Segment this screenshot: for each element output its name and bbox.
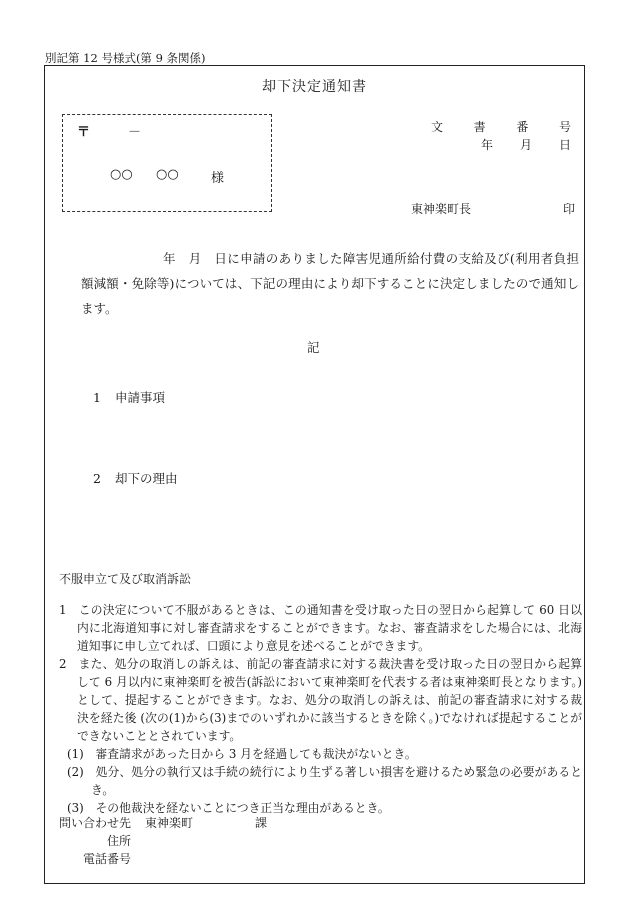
recipient-given-name: ○○ bbox=[156, 167, 179, 182]
docno-char: 番 bbox=[516, 120, 529, 134]
postal-mark-icon: 〒 bbox=[77, 125, 91, 140]
notice-body: 年 月 日に申請のありました障害児通所給付費の支給及び(利用者負担額減額・免除等)については、下記の理由により却下することに決定しましたので通知します。 bbox=[81, 251, 579, 316]
seal-mark: 印 bbox=[563, 202, 576, 216]
item-label: 申請事項 bbox=[114, 390, 165, 405]
recipient-surname: ○○ bbox=[110, 167, 133, 182]
date-year: 年 bbox=[481, 138, 494, 152]
item-label: 却下の理由 bbox=[114, 471, 178, 486]
date-day: 日 bbox=[558, 138, 571, 152]
appeal-paragraph: 2 また、処分の取消しの訴えは、前記の審査請求に対する裁決書を受け取った日の翌日から起算して 6 月以内に東神楽町を被告(訴訟において東神楽町を代表する者は東神楽町長となります。)として、提起することができます。なお、処分の取消しの訴えは、前記の審査請求に対する裁決を経た後 (次の(1)から(3)までのいずれかに該当するときを除く。)でなければ提起することができないこととされています。 bbox=[59, 657, 582, 743]
appeal-section bbox=[59, 601, 582, 817]
contact-town: 東神楽町 bbox=[145, 816, 194, 830]
item-number: 2 bbox=[93, 471, 101, 486]
contact-block bbox=[59, 814, 267, 868]
ki-heading: 記 bbox=[307, 340, 320, 355]
date-month: 月 bbox=[519, 138, 532, 152]
document-number-label bbox=[431, 118, 571, 135]
item-application bbox=[93, 388, 165, 406]
appeal-sub-item: (2) 処分、処分の執行又は手続の続行により生ずる著しい損害を避けるため緊急の必要があるとき。 bbox=[67, 765, 582, 797]
item-number: 1 bbox=[93, 390, 101, 405]
notice-frame bbox=[44, 65, 585, 884]
issue-date bbox=[481, 136, 571, 153]
contact-label: 問い合わせ先 bbox=[59, 816, 132, 830]
appeal-title: 不服申立て及び取消訴訟 bbox=[59, 572, 192, 586]
docno-char: 文 bbox=[431, 120, 444, 134]
document-title: 却下決定通知書 bbox=[262, 79, 367, 95]
docno-char: 書 bbox=[473, 120, 486, 134]
address-box bbox=[62, 114, 272, 212]
issuer-name: 東神楽町長 bbox=[411, 202, 472, 216]
postal-dash: － bbox=[128, 125, 142, 140]
appeal-paragraph: 1 この決定について不服があるときは、この通知書を受け取った日の翌日から起算して 60 日以内に北海道知事に対し審査請求をすることができます。なお、審査請求をした場合には、北海道知事に申し立てれば、口頭により意見を述べることができます。 bbox=[59, 603, 582, 653]
honorific: 様 bbox=[211, 171, 225, 186]
appeal-sub-item: (1) 審査請求があった日から 3 月を経過しても裁決がないとき。 bbox=[67, 747, 417, 761]
item-reason bbox=[93, 469, 178, 487]
appeal-sub-item: (3) その他裁決を経ないことにつき正当な理由があるとき。 bbox=[67, 801, 390, 815]
contact-address: 住所 bbox=[107, 834, 132, 848]
form-id: 別記第 12 号様式(第 9 条関係) bbox=[45, 51, 206, 65]
contact-phone: 電話番号 bbox=[83, 852, 132, 866]
docno-char: 号 bbox=[558, 120, 571, 134]
contact-section: 課 bbox=[255, 816, 268, 830]
